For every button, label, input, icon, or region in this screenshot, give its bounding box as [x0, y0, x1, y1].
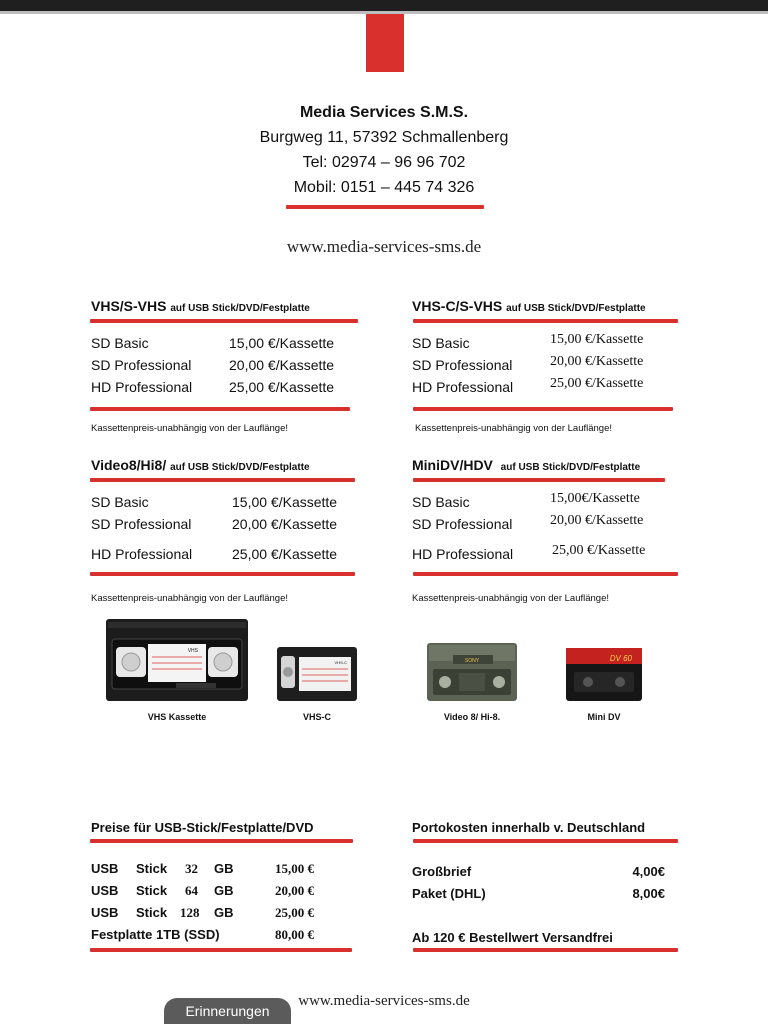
section-minidv [412, 457, 640, 473]
section-vhs [91, 298, 310, 314]
company-name: Media Services S.M.S. [299, 104, 469, 121]
svg-text:SONY: SONY [464, 658, 480, 664]
section-rule [413, 407, 673, 411]
header-rule [286, 205, 484, 209]
section-note: Kassettenpreis-unabhängig von der Lauflänge! [91, 423, 289, 434]
shipping-title: Portokosten innerhalb v. Deutschland [412, 820, 646, 835]
section-rule [90, 839, 353, 843]
section-title: VHS-C/S-VHS auf USB Stick/DVD/Festplatte [412, 298, 646, 314]
company-header [0, 104, 768, 197]
section-rule [413, 572, 678, 576]
company-address: Burgweg 11, 57392 Schmallenberg [259, 129, 509, 146]
vhs-c-cassette-image [277, 647, 357, 701]
minidv-cassette-image [566, 648, 642, 701]
video8-cassette-image [427, 643, 517, 701]
section-note: Kassettenpreis-unabhängig von der Lauflänge! [91, 593, 289, 604]
section-rule [90, 319, 358, 323]
section-title: Video8/Hi8/ auf USB Stick/DVD/Festplatte [91, 457, 310, 473]
section-title: VHS/S-VHS auf USB Stick/DVD/Festplatte [91, 298, 310, 314]
svg-text:DV 60: DV 60 [609, 654, 632, 663]
company-phone: Tel: 02974 – 96 96 702 [302, 154, 466, 171]
section-rule [90, 478, 355, 482]
svg-text:VHS-C: VHS-C [334, 660, 347, 665]
tape-caption: Video 8/ Hi-8. [443, 712, 501, 722]
section-video8 [91, 457, 310, 473]
svg-text:VHS: VHS [187, 648, 198, 654]
tape-caption: VHS Kassette [147, 712, 207, 722]
tape-caption: Mini DV [587, 712, 621, 722]
section-title: MiniDV/HDV auf USB Stick/DVD/Festplatte [412, 457, 641, 473]
storage-title: Preise für USB-Stick/Festplatte/DVD [91, 820, 314, 835]
section-rule [413, 948, 678, 952]
section-rule [413, 839, 678, 843]
red-bookmark-tab [366, 14, 404, 72]
company-mobile: Mobil: 0151 – 445 74 326 [293, 179, 475, 196]
section-rule [90, 948, 352, 952]
section-rule [413, 478, 665, 482]
footer-website: www.media-services-sms.de [298, 993, 470, 1009]
header-website: www.media-services-sms.de [286, 237, 482, 256]
section-rule [90, 407, 350, 411]
shipping-free-note: Ab 120 € Bestellwert Versandfrei [412, 930, 613, 945]
tape-caption: VHS-C [302, 712, 331, 722]
vhs-cassette-image [106, 619, 248, 701]
section-vhs-c [412, 298, 646, 314]
reminders-button[interactable]: Erinnerungen [164, 998, 291, 1024]
section-rule [90, 572, 355, 576]
section-rule [413, 319, 678, 323]
top-bar [0, 0, 768, 11]
section-note: Kassettenpreis-unabhängig von der Lauflänge! [412, 593, 610, 604]
section-note: Kassettenpreis-unabhängig von der Lauflänge! [415, 423, 613, 434]
